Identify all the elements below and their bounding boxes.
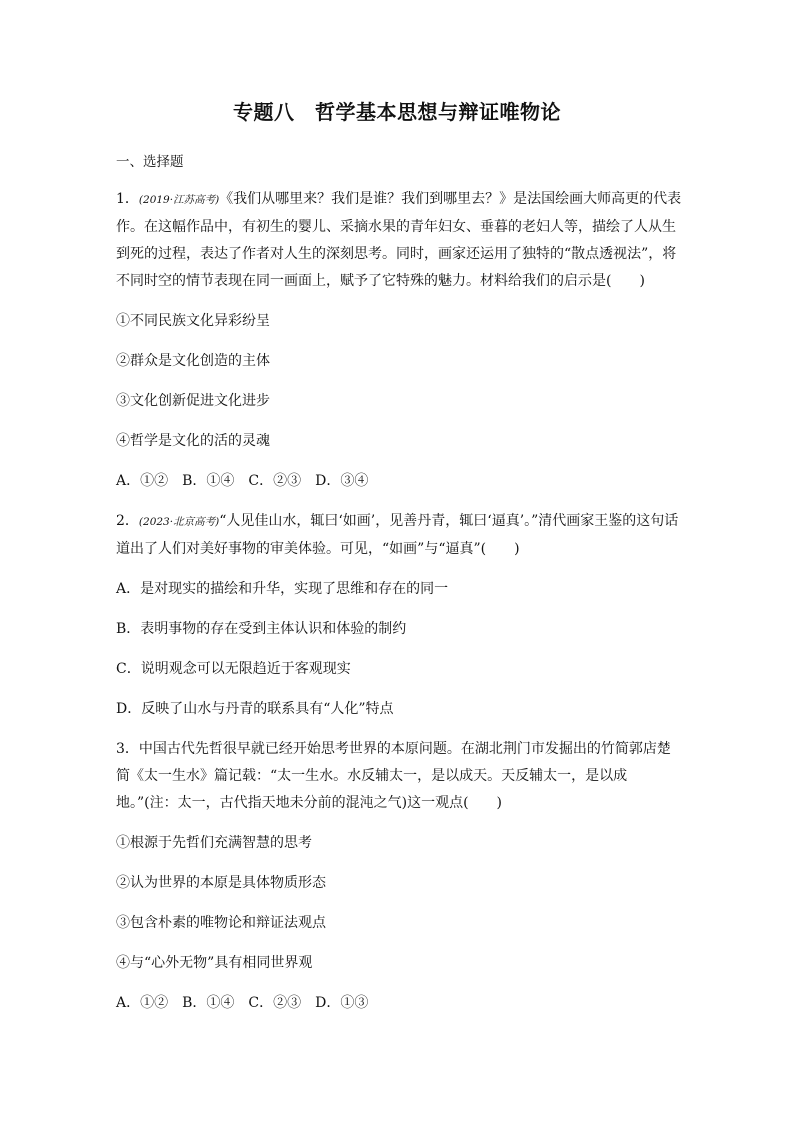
statement-item: ②认为世界的本原是具体物质形态 bbox=[116, 875, 326, 891]
question-number: 1． bbox=[116, 191, 139, 207]
question-3-stem bbox=[116, 736, 684, 817]
statement-item: ③包含朴素的唯物论和辩证法观点 bbox=[116, 915, 326, 931]
statement-item: ①不同民族文化异彩纷呈 bbox=[116, 313, 270, 329]
statement-item: ①根源于先哲们充满智慧的思考 bbox=[116, 835, 312, 851]
question-text: “人见佳山水，辄曰‘如画’，见善丹青，辄曰‘逼真’。”清代画家王鉴的这句话道出了人们对美好事物的审美体验。可见，“如画”与“逼真”( ) bbox=[116, 513, 679, 557]
answer-option: B．表明事物的存在受到主体认识和体验的制约 bbox=[116, 621, 407, 637]
question-list bbox=[116, 186, 684, 1017]
answer-choices: A．①② B．①④ C．②③ D．③④ bbox=[116, 473, 369, 489]
question-text: 《我们从哪里来？我们是谁？我们到哪里去？》是法国绘画大师高更的代表作。在这幅作品中，有初生的婴儿、采摘水果的青年妇女、垂暮的老妇人等，描绘了人从生到死的过程，表达了作者对人生的深刻思考。同时，画家还运用了独特的“散点透视法”，将不同时空的情节表现在同一画面上，赋予了它特殊的魅力。材料给我们的启示是( ) bbox=[116, 191, 682, 289]
statement-item: ④与“心外无物”具有相同世界观 bbox=[116, 955, 313, 971]
question-number: 2． bbox=[116, 513, 139, 529]
question-source: (2023·北京高考) bbox=[138, 516, 220, 528]
section-heading: 一、选择题 bbox=[116, 154, 184, 170]
statement-item: ②群众是文化创造的主体 bbox=[116, 353, 270, 369]
statement-item: ③文化创新促进文化进步 bbox=[116, 393, 270, 409]
answer-option: C．说明观念可以无限趋近于客观现实 bbox=[116, 661, 351, 677]
statement-item: ④哲学是文化的活的灵魂 bbox=[116, 433, 270, 449]
answer-option: D．反映了山水与丹青的联系具有“人化”特点 bbox=[116, 701, 394, 717]
question-source: (2019·江苏高考) bbox=[138, 194, 220, 206]
answer-choices: A．①② B．①④ C．②③ D．①③ bbox=[116, 995, 369, 1011]
question-2-stem bbox=[116, 508, 684, 563]
question-number: 3． bbox=[116, 741, 139, 757]
answer-option: A．是对现实的描绘和升华，实现了思维和存在的同一 bbox=[116, 581, 449, 597]
question-1-stem bbox=[116, 186, 684, 295]
page-title: 专题八 哲学基本思想与辩证唯物论 bbox=[233, 100, 561, 124]
question-text: 中国古代先哲很早就已经开始思考世界的本原问题。在湖北荆门市发掘出的竹简郭店楚简《太一生水》篇记载：“太一生水。水反辅太一，是以成天。天反辅太一，是以成地。”(注：太一，古代指天地未分前的混沌之气)这一观点( ) bbox=[116, 741, 671, 811]
